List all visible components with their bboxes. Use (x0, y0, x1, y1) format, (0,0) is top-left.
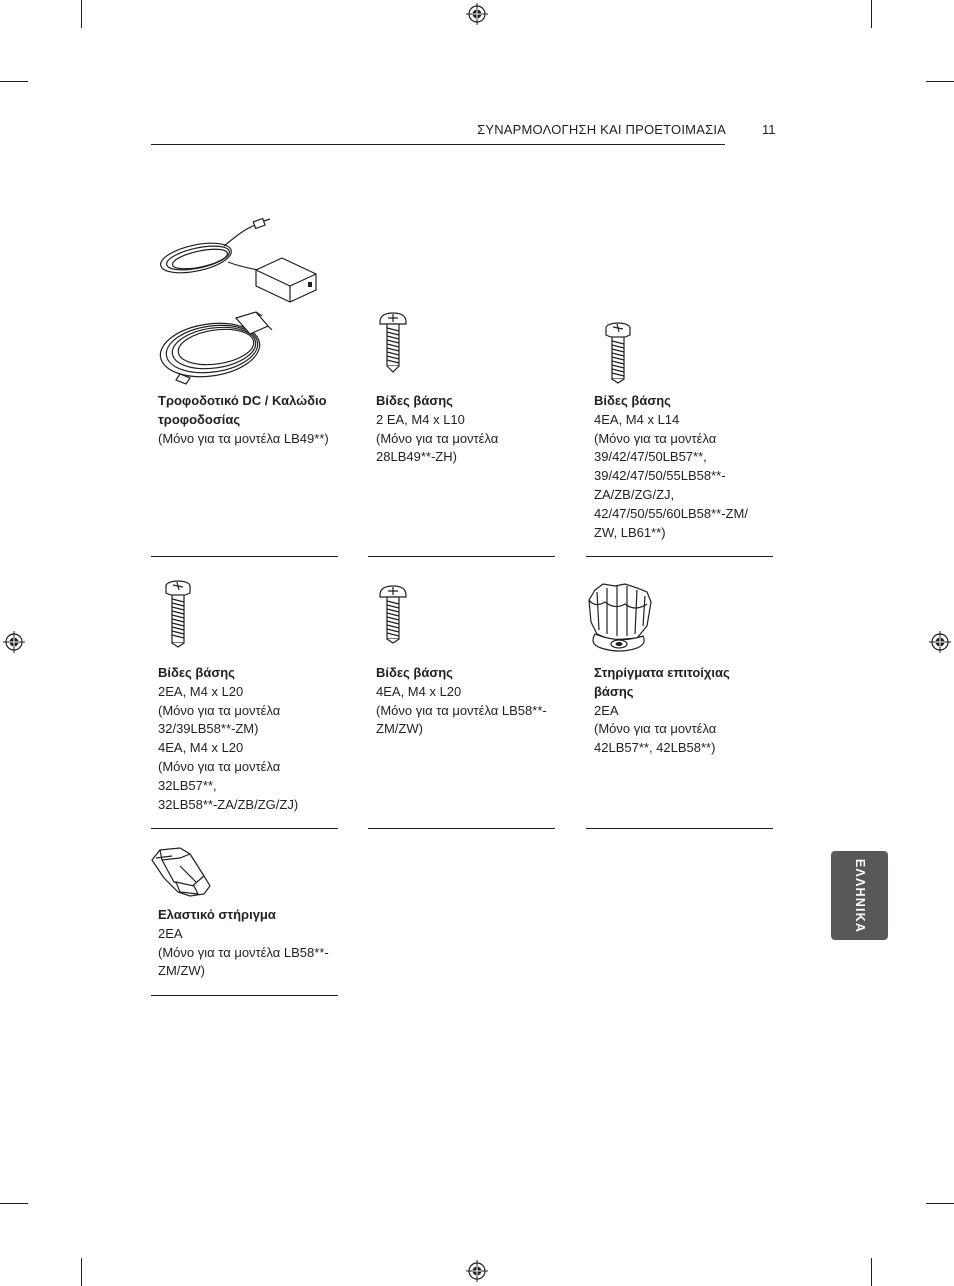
crop-mark (926, 1203, 954, 1204)
item-wall-mount-spacer (594, 664, 784, 758)
item-name: βάσης (594, 683, 634, 699)
item-name: Στηρίγματα επιτοίχιας (594, 665, 730, 680)
item-screw-l10 (376, 392, 566, 467)
item-divider (586, 828, 773, 829)
item-detail: 32LB58**-ZA/ZB/ZG/ZJ) (158, 796, 299, 812)
item-detail: 39/42/47/50/55LB58**- (594, 468, 726, 484)
item-detail: 39/42/47/50LB57**, (594, 449, 707, 465)
crop-mark (81, 0, 82, 28)
crop-mark (0, 81, 28, 82)
item-detail: (Μόνο για τα μοντέλα (158, 702, 281, 718)
header-divider (151, 144, 725, 145)
item-detail: ZW, LB61**) (594, 524, 666, 540)
crop-mark (0, 1203, 28, 1204)
item-name: Βίδες βάσης (594, 393, 671, 408)
registration-mark-icon (3, 631, 25, 653)
language-tab-label: ΕΛΛΗΝΙΚΑ (852, 858, 867, 933)
item-detail: 2EA, M4 x L20 (158, 683, 244, 699)
item-detail: (Μόνο για τα μοντέλα (594, 721, 717, 737)
item-detail: 4EA, M4 x L20 (376, 683, 462, 699)
language-tab (831, 851, 888, 940)
item-screw-l20-b (376, 664, 566, 739)
item-detail: ZM/ZW) (158, 963, 205, 979)
item-detail: (Μόνο για τα μοντέλα (594, 430, 717, 446)
item-divider (151, 556, 338, 557)
item-divider (151, 995, 338, 996)
item-detail: (Μόνο για τα μοντέλα (376, 430, 499, 446)
item-name: Βίδες βάσης (376, 665, 453, 680)
item-detail: 28LB49**-ZH) (376, 449, 457, 465)
item-detail: 2EA (594, 702, 619, 718)
rubber-holder-icon (150, 846, 212, 898)
item-screw-l14 (594, 392, 784, 542)
crop-mark (871, 1258, 872, 1286)
item-detail: (Μόνο για τα μοντέλα LB49**) (158, 430, 329, 446)
item-detail: 4EA, M4 x L14 (594, 411, 680, 427)
item-detail: ZM/ZW) (376, 721, 423, 737)
wall-mount-spacer-icon (585, 582, 653, 654)
item-detail: (Μόνο για τα μοντέλα (158, 758, 281, 774)
item-detail: 42/47/50/55/60LB58**-ZM/ (594, 505, 748, 521)
item-name: Βίδες βάσης (376, 393, 453, 408)
item-divider (368, 556, 555, 557)
item-detail: 32/39LB58**-ZM) (158, 721, 259, 737)
item-detail: ZA/ZB/ZG/ZJ, (594, 486, 675, 502)
item-name: τροφοδοσίας (158, 411, 241, 427)
item-divider (368, 828, 555, 829)
screw-long-icon (163, 580, 193, 648)
item-rubber-holder (158, 906, 348, 981)
item-divider (586, 556, 773, 557)
screw-medium-icon (603, 322, 633, 384)
item-detail: 32LB57**, (158, 777, 217, 793)
page-number: 11 (762, 122, 776, 137)
item-detail: 2 EA, M4 x L10 (376, 411, 465, 427)
item-detail: 2EA (158, 925, 183, 941)
section-title: ΣΥΝΑΡΜΟΛΟΓΗΣΗ ΚΑΙ ΠΡΟΕΤΟΙΜΑΣΙΑ (477, 122, 726, 137)
item-name: Τροφοδοτικό DC / Καλώδιο (158, 393, 327, 408)
item-detail: (Μόνο για τα μοντέλα LB58**- (158, 944, 329, 960)
screw-long-icon (378, 585, 408, 645)
item-screw-l20-a (158, 664, 348, 814)
item-detail: 4EA, M4 x L20 (158, 740, 244, 756)
item-name: Βίδες βάσης (158, 665, 235, 680)
item-divider (151, 828, 338, 829)
screw-short-icon (378, 312, 408, 374)
crop-mark (871, 0, 872, 28)
registration-mark-icon (466, 3, 488, 25)
item-name: Ελαστικό στήριγμα (158, 907, 276, 922)
crop-mark (926, 81, 954, 82)
item-power-adapter (158, 392, 348, 448)
item-detail: 42LB57**, 42LB58**) (594, 740, 716, 756)
power-adapter-and-cord-icon (158, 218, 318, 386)
crop-mark (81, 1258, 82, 1286)
registration-mark-icon (466, 1260, 488, 1282)
registration-mark-icon (929, 631, 951, 653)
item-detail: (Μόνο για τα μοντέλα LB58**- (376, 702, 547, 718)
